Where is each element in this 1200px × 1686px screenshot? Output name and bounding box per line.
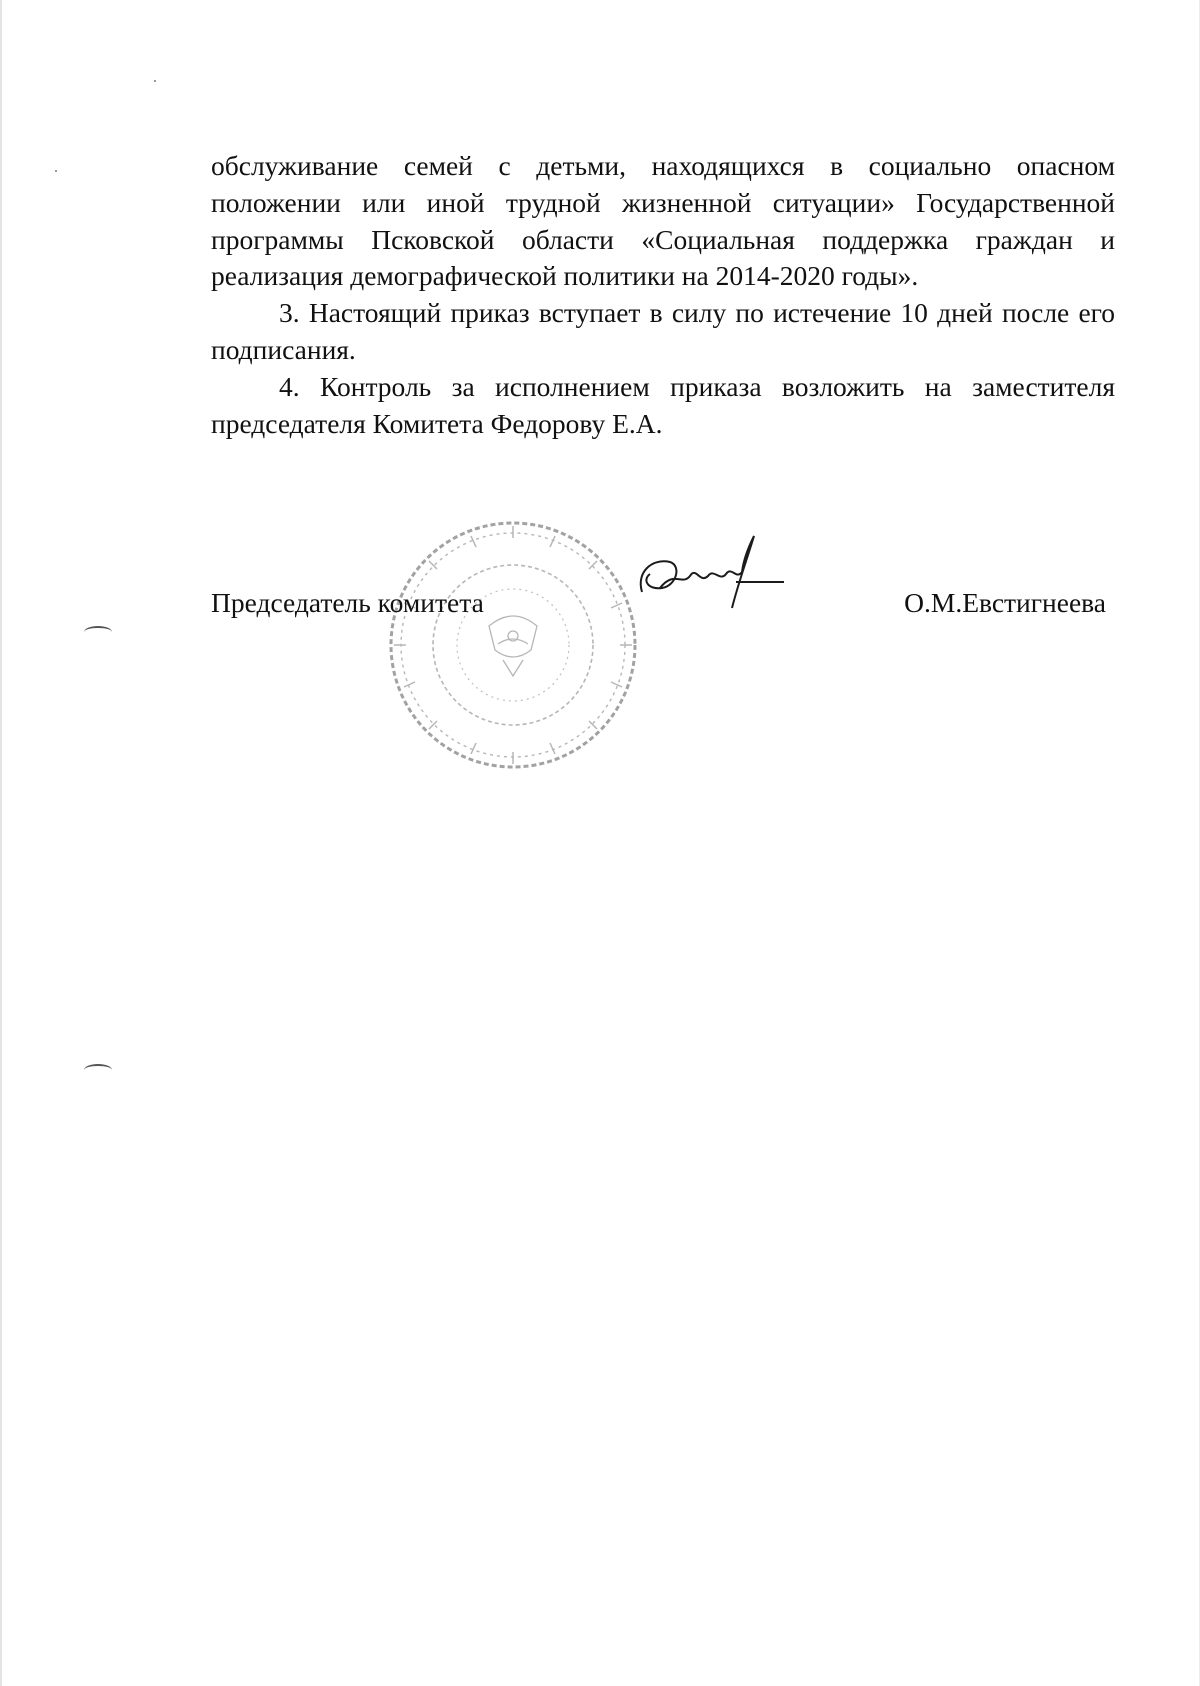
signer-name: О.М.Евстигнеева: [904, 587, 1106, 618]
scan-speck: [55, 170, 57, 172]
signer-title: Председатель комитета: [211, 587, 484, 618]
signature-block: [211, 585, 1106, 625]
document-body: [211, 148, 1115, 442]
official-seal-stamp: [386, 518, 640, 772]
scan-edge-mark: [84, 626, 112, 638]
seal-emblem: [489, 616, 537, 676]
paragraph-control: 4. Контроль за исполнением приказа возложить на заместителя председателя Комитета Федорову Е.А.: [211, 370, 1115, 439]
scan-speck: [154, 80, 156, 82]
paragraph-continuation: обслуживание семей с детьми, находящихся в социально опасном положении или иной трудной жизненной ситуации» Государственной программы Псковской области «Социальная поддержка граждан и реализация демографической политики на 2014-2020 годы».: [211, 150, 1115, 292]
paragraph-effective-date: 3. Настоящий приказ вступает в силу по истечение 10 дней после его подписания.: [211, 297, 1115, 365]
scan-edge-mark: [84, 1064, 112, 1076]
